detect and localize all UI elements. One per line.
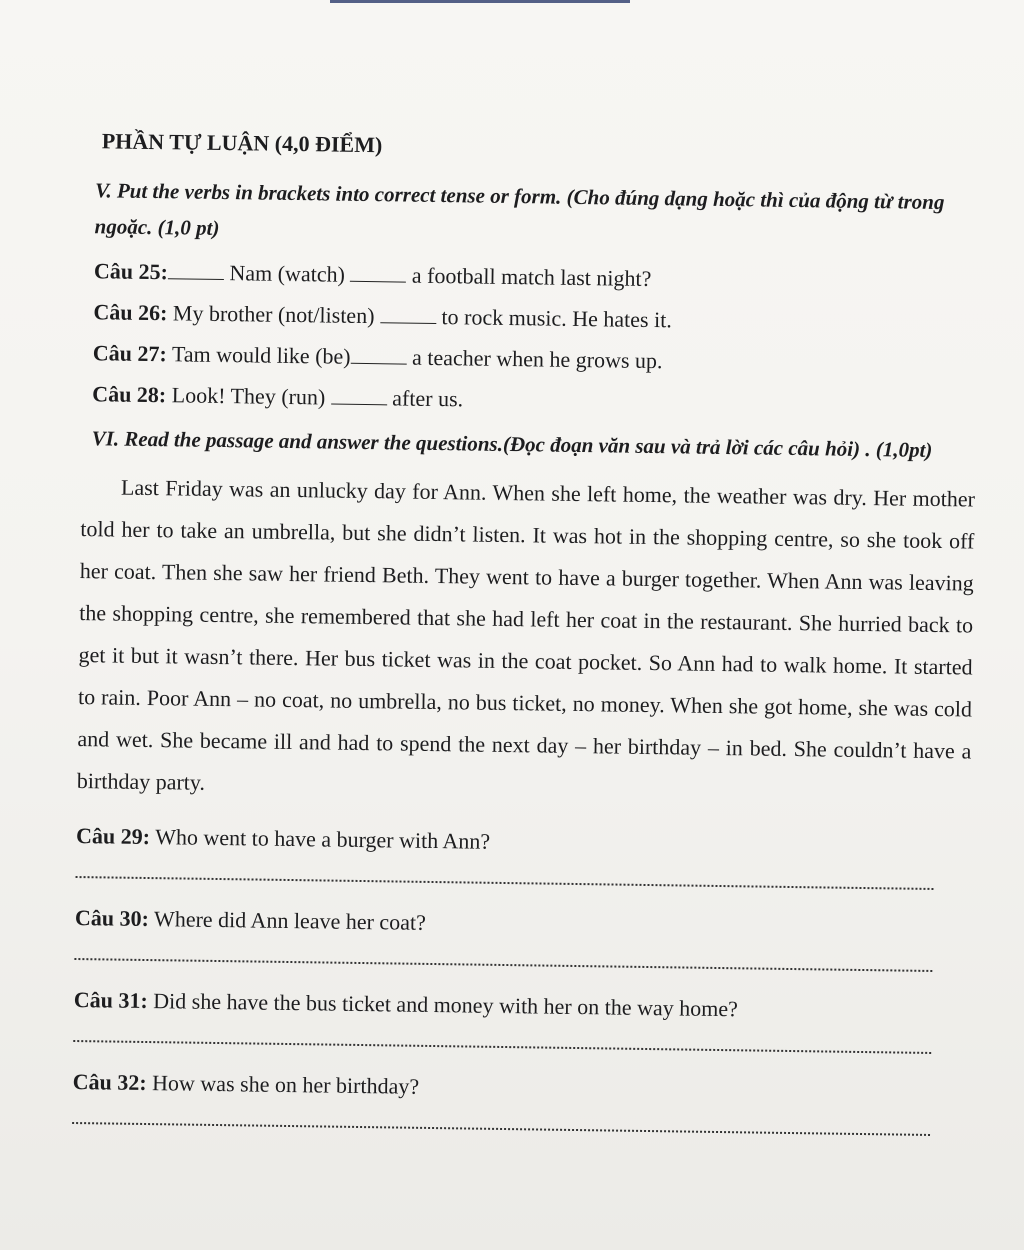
question-label: Câu 31: — [73, 987, 148, 1014]
answer-blank[interactable] — [168, 260, 224, 280]
question-text: Where did Ann leave her coat? — [153, 906, 426, 935]
answer-blank[interactable] — [331, 386, 387, 406]
answer-blank[interactable] — [350, 345, 406, 365]
reading-passage: Last Friday was an unlucky day for Ann. When she left home, the weather was dry. Her mother told her to take an umbrella, but she didn’t listen. It was hot in the shopping centre, so she took off her coat. Then she saw her friend Beth. They went to have a burger together. When Ann was leaving the shopping centre, she remembered that she had left her coat in the restaurant. She hurried back to get it but it wasn’t there. Her bus ticket was in the coat pocket. So Ann had to walk home. It started to rain. Poor Ann – no coat, no umbrella, no bus ticket, no money. When she got home, she was cold and wet. She became ill and had to spend the next day – her birthday – in bed. She couldn’t have a birthday party. — [76, 474, 976, 795]
question-label: Câu 25: — [93, 258, 169, 285]
question-text: How was she on her birthday? — [151, 1070, 420, 1099]
part6-instruction: VI. Read the passage and answer the questions.(Đọc đoạn văn sau và trả lời các câu hỏi) . (1,0pt) — [91, 426, 933, 462]
question-text: after us. — [392, 385, 464, 412]
question-label: Câu 26: — [93, 299, 168, 326]
question-text: Who went to have a burger with Ann? — [155, 824, 491, 854]
section-title: PHẦN TỰ LUẬN (4,0 ĐIỂM) — [101, 128, 383, 158]
question-text: Tam would like (be) — [171, 341, 351, 369]
top-border-line — [330, 0, 630, 3]
question-label: Câu 30: — [74, 905, 150, 932]
page-content — [66, 128, 980, 1158]
part5-instruction: V. Put the verbs in brackets into correct tense or form. (Cho đúng dạng hoặc thì của động từ trong ngoặc. (1,0 pt) — [94, 178, 945, 240]
question-text: a football match last night? — [411, 262, 652, 291]
answer-blank[interactable] — [350, 263, 406, 283]
question-text: Nam (watch) — [229, 260, 346, 287]
question-text: Look! They (run) — [171, 382, 326, 410]
question-label: Câu 28: — [92, 381, 167, 408]
answer-blank[interactable] — [380, 304, 436, 324]
question-text: a teacher when he grows up. — [411, 344, 663, 374]
question-text: My brother (not/listen) — [172, 300, 375, 329]
question-label: Câu 27: — [92, 340, 167, 367]
question-text: Did she have the bus ticket and money with her on the way home? — [153, 988, 739, 1022]
question-label: Câu 32: — [72, 1068, 147, 1096]
question-label: Câu 29: — [75, 823, 151, 850]
question-text: to rock music. He hates it. — [441, 304, 672, 333]
